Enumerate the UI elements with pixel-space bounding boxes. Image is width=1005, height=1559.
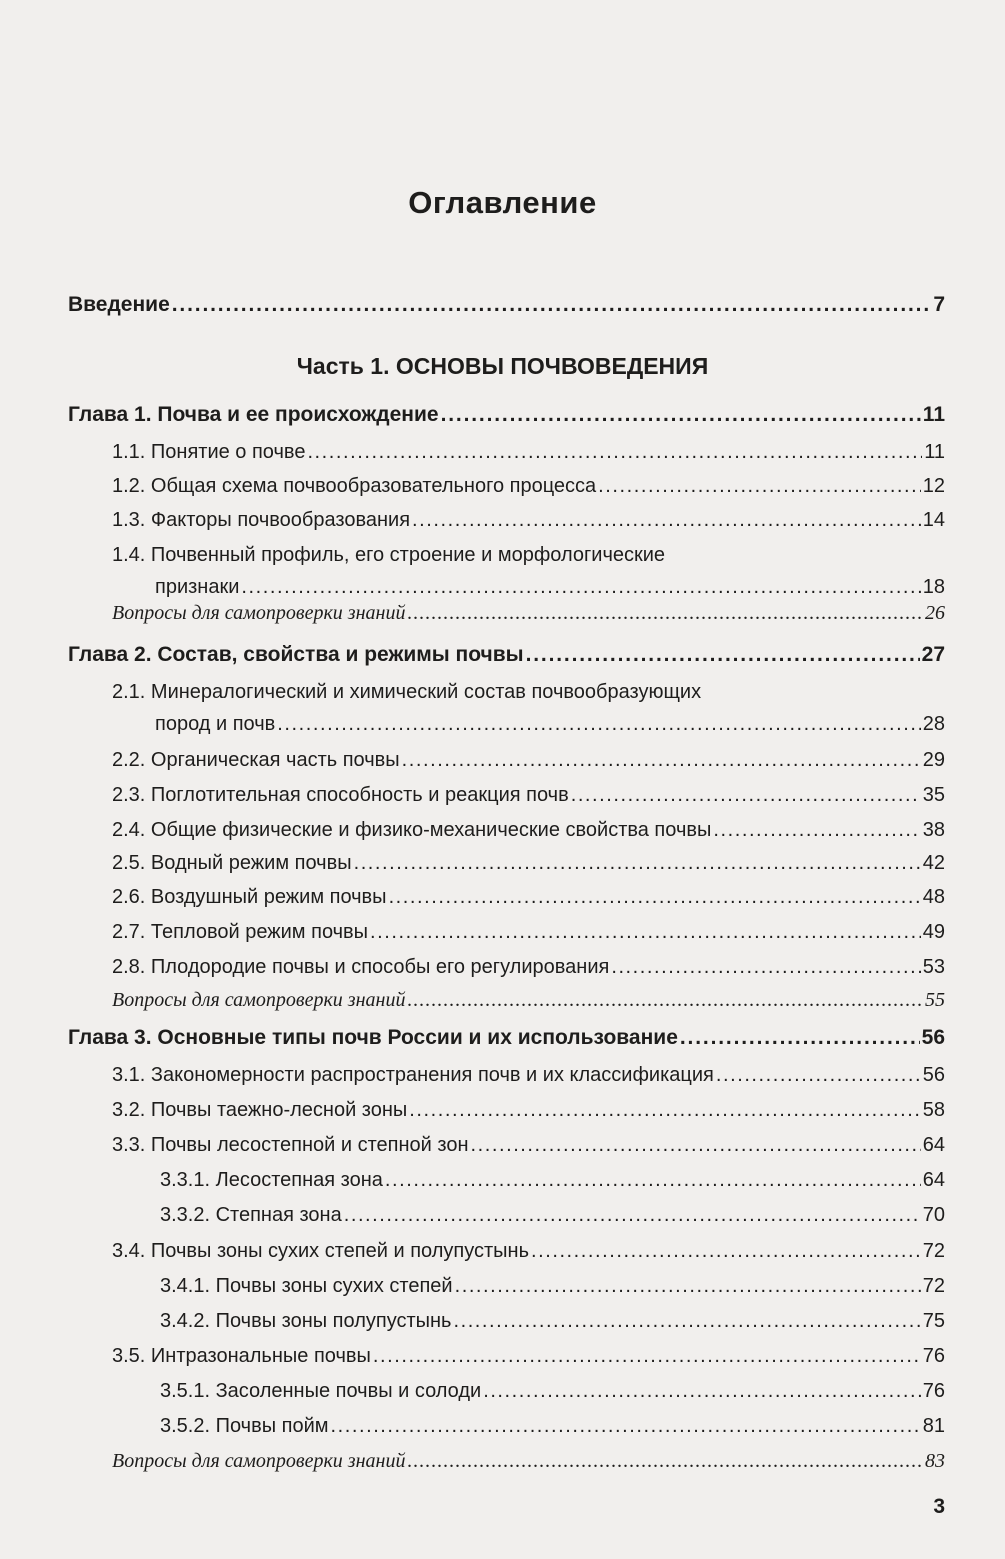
toc-entry-subsection [160,1376,945,1406]
toc-entry-section [112,471,945,501]
toc-entry-questions [112,985,945,1015]
toc-entry-label: Вопросы для самопроверки знаний [112,989,406,1011]
dot-leader [611,952,920,982]
dot-leader [598,471,921,501]
toc-entry-section [112,505,945,535]
page-number: 3 [933,1495,945,1518]
toc-entry-label: пород и почв [155,713,276,735]
dot-leader [526,640,920,670]
toc-entry-chapter [68,640,945,670]
dot-leader [407,1446,923,1476]
dot-leader [471,1130,921,1160]
dot-leader [172,290,932,320]
toc-entry-section [112,1236,945,1266]
toc-entry-section [112,1060,945,1090]
dot-leader [453,1306,920,1336]
toc-entry-section [112,437,945,467]
dot-leader [531,1236,921,1266]
toc-entry-page: 64 [922,1169,945,1191]
dot-leader [716,1060,921,1090]
toc-entry-section [112,745,945,775]
toc-entry-section [112,848,945,878]
toc-entry-questions [112,1446,945,1476]
toc-entry-page: 70 [922,1204,945,1226]
dot-leader [307,437,922,467]
toc-entry-page: 56 [922,1064,945,1086]
dot-leader [409,1095,920,1125]
toc-entry-page: 58 [922,1099,945,1121]
dot-leader [385,1165,921,1195]
toc-entry-label: 3.4.1. Почвы зоны сухих степей [160,1275,453,1297]
dot-leader [571,780,921,810]
toc-entry-label: 3.2. Почвы таежно-лесной зоны [112,1099,408,1121]
toc-entry-subsection [160,1411,945,1441]
toc-entry-page: 81 [922,1415,945,1437]
dot-leader [407,985,923,1015]
toc-entry-label: 2.7. Тепловой режим почвы [112,921,369,943]
toc-entry-label: 2.5. Водный режим почвы [112,852,352,874]
toc-entry-page: 7 [933,293,945,316]
toc-entry-page: 53 [922,956,945,978]
toc-entry-label: 1.1. Понятие о почве [112,441,306,463]
toc-entry-chapter [68,400,945,430]
toc-entry-page: 83 [925,1450,945,1472]
toc-entry-label: 2.8. Плодородие почвы и способы его регулирования [112,956,610,978]
part-title: Часть 1. ОСНОВЫ ПОЧВОВЕДЕНИЯ [296,353,709,379]
dot-leader [277,709,920,739]
toc-entry-page: 18 [922,576,945,598]
toc-entry-section [112,1130,945,1160]
toc-entry-chapter [68,1023,945,1053]
toc-entry-page: 55 [925,989,945,1011]
toc-entry-section [112,882,945,912]
toc-entry-section [112,917,945,947]
toc-entry-label: 2.6. Воздушный режим почвы [112,886,387,908]
dot-leader [370,917,921,947]
page-title: Оглавление [408,185,597,220]
toc-entry-label: 3.5.1. Засоленные почвы и солоди [160,1380,482,1402]
dot-leader [455,1271,921,1301]
toc-entry-page: 48 [922,886,945,908]
dot-leader [407,598,923,628]
dot-leader [441,400,921,430]
dot-leader [713,815,920,845]
toc-entry-page: 35 [922,784,945,806]
dot-leader [344,1200,921,1230]
toc-entry-label: 3.5. Интразональные почвы [112,1345,371,1367]
toc-entry-subsection [160,1306,945,1336]
toc-entry-label: 3.1. Закономерности распространения почв и их классификация [112,1064,714,1086]
toc-entry-label: Введение [68,293,170,316]
toc-entry-page: 26 [925,602,945,624]
dot-leader [412,505,921,535]
toc-entry-page: 76 [922,1380,945,1402]
dot-leader [483,1376,921,1406]
toc-entry-label: Вопросы для самопроверки знаний [112,602,406,624]
toc-entry-questions [112,598,945,628]
toc-entry-section [112,1341,945,1371]
dot-leader [373,1341,921,1371]
toc-entry-label: 3.3.1. Лесостепная зона [160,1169,383,1191]
toc-entry-page: 75 [922,1310,945,1332]
toc-entry-page: 72 [922,1240,945,1262]
toc-entry-label: 3.4.2. Почвы зоны полупустынь [160,1310,452,1332]
toc-entry-label: 2.2. Органическая часть почвы [112,749,400,771]
dot-leader [389,882,921,912]
toc-entry-label: Глава 2. Состав, свойства и режимы почвы [68,643,524,666]
toc-entry-intro [68,290,945,320]
toc-entry-label: 1.3. Факторы почвообразования [112,509,411,531]
toc-entry-page: 12 [922,475,945,497]
toc-entry-page: 64 [922,1134,945,1156]
toc-entry-page: 56 [921,1026,945,1049]
toc-entry-section [112,1095,945,1125]
toc-entry-label: 2.3. Поглотительная способность и реакция почв [112,784,569,806]
toc-entry-subsection [160,1200,945,1230]
toc-entry-page: 14 [922,509,945,531]
dot-leader [331,1411,921,1441]
toc-entry-page: 72 [922,1275,945,1297]
toc-entry-label: 3.3. Почвы лесостепной и степной зон [112,1134,469,1156]
toc-entry-page: 38 [922,819,945,841]
toc-entry-page: 28 [922,713,945,735]
toc-entry-label: 3.5.2. Почвы пойм [160,1415,329,1437]
toc-entry-page: 42 [922,852,945,874]
toc-entry-label: 3.3.2. Степная зона [160,1204,342,1226]
toc-entry-subsection [160,1271,945,1301]
toc-entry-label: Вопросы для самопроверки знаний [112,1450,406,1472]
toc-entry-label: 2.4. Общие физические и физико-механические свойства почвы [112,819,712,841]
toc-entry-label: 1.2. Общая схема почвообразовательного процесса [112,475,597,497]
dot-leader [402,745,921,775]
toc-entry-first-line: 2.1. Минералогический и химический состав почвообразующих [112,681,702,703]
toc-entry-page: 27 [921,643,945,666]
toc-entry-page: 29 [922,749,945,771]
toc-entry-label: 3.4. Почвы зоны сухих степей и полупустынь [112,1240,529,1262]
toc-entry-section [112,815,945,845]
toc-entry-section-multi [155,709,945,739]
toc-entry-section [112,952,945,982]
toc-entry-page: 49 [922,921,945,943]
toc-entry-label: Глава 3. Основные типы почв России и их использование [68,1026,678,1049]
toc-entry-page: 11 [924,441,945,463]
dot-leader [680,1023,920,1053]
toc-entry-label: признаки [155,576,240,598]
toc-entry-page: 11 [922,403,945,426]
toc-entry-subsection [160,1165,945,1195]
toc-entry-label: Глава 1. Почва и ее происхождение [68,403,439,426]
toc-entry-section [112,780,945,810]
toc-entry-first-line: 1.4. Почвенный профиль, его строение и морфологические [112,544,666,566]
dot-leader [354,848,921,878]
toc-entry-page: 76 [922,1345,945,1367]
